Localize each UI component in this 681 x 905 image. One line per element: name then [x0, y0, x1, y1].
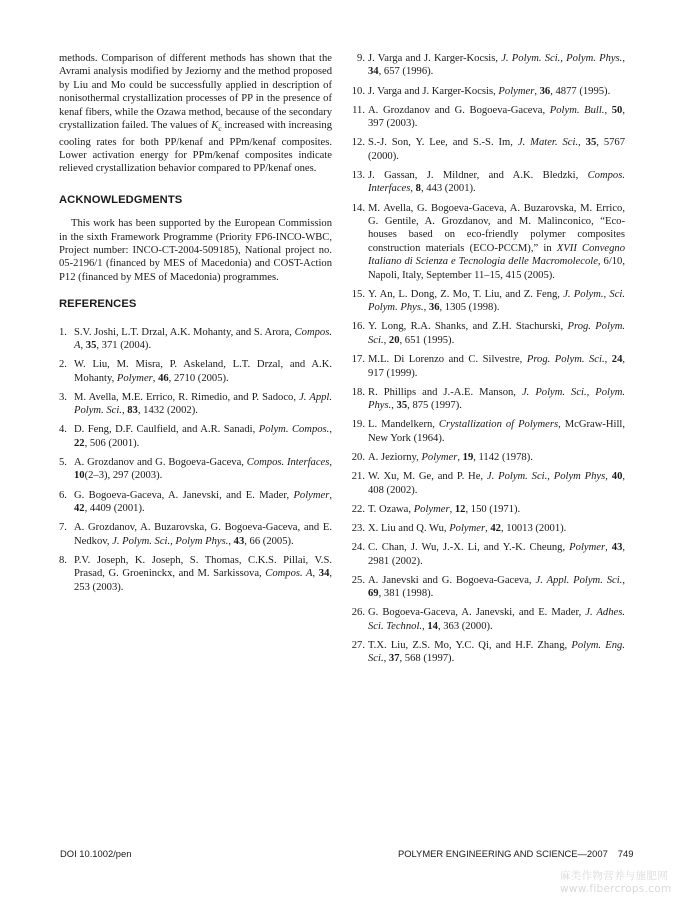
reference-volume: 34: [318, 568, 330, 580]
reference-journal: Polymer: [116, 372, 153, 384]
reference-text: [368, 137, 625, 161]
right-column: [351, 52, 625, 672]
watermark: 麻类作物营养与施肥网 www.fibercrops.com: [560, 870, 672, 895]
reference-segment: M. Avella, M.E. Errico, R. Rimedio, and P. Sadoco,: [74, 391, 300, 403]
kc-symbol: K: [211, 120, 219, 132]
reference-number: 3.: [59, 391, 67, 403]
reference-number: 14.: [351, 202, 365, 214]
reference-segment: , 10013 (2001).: [500, 522, 567, 534]
reference-text: [74, 359, 332, 383]
doi-footer: DOI 10.1002/pen: [60, 848, 132, 859]
reference-journal: Compos. Interfaces: [368, 170, 625, 195]
reference-number: 11.: [352, 104, 365, 116]
reference-segment: , 2981 (2002).: [368, 542, 626, 567]
reference-segment: , 363 (2000).: [437, 620, 493, 632]
reference-segment: , 150 (1971).: [465, 503, 521, 515]
reference-segment: ,: [329, 489, 332, 501]
reference-number: 5.: [59, 457, 67, 469]
reference-volume: 40: [611, 471, 623, 483]
reference-segment: ,: [383, 653, 389, 665]
reference-text: [368, 321, 625, 345]
reference-text: [74, 490, 332, 514]
reference-journal: J. Adhes. Sci. Technol.: [368, 607, 625, 632]
reference-item: [351, 606, 625, 633]
reference-number: 9.: [357, 53, 365, 64]
intro-paragraph: [59, 52, 332, 176]
reference-number: 10.: [351, 85, 365, 97]
reference-volume: 10: [74, 470, 85, 482]
reference-segment: L. Mandelkern,: [368, 419, 439, 431]
reference-volume: 24: [611, 354, 623, 366]
reference-segment: J. Varga and J. Karger-Kocsis,: [368, 53, 502, 64]
reference-item: [351, 386, 625, 413]
reference-number: 26.: [351, 607, 365, 619]
reference-item: [59, 489, 332, 516]
reference-segment: , 408 (2002).: [368, 471, 626, 496]
reference-number: 12.: [351, 137, 365, 149]
reference-text: [74, 555, 332, 593]
reference-number: 15.: [351, 288, 365, 300]
reference-journal: Prog. Polym. Sci.: [368, 321, 625, 346]
reference-item: [351, 503, 625, 516]
reference-volume: 37: [388, 653, 400, 665]
reference-number: 25.: [351, 574, 365, 586]
reference-segment: , 568 (1997).: [399, 653, 455, 665]
reference-number: 7.: [59, 522, 67, 534]
reference-number: 13.: [351, 170, 365, 182]
reference-number: 17.: [351, 354, 365, 366]
reference-segment: , 2710 (2005).: [168, 372, 229, 384]
reference-item: [351, 85, 625, 98]
reference-segment: , 381 (1998).: [378, 588, 434, 600]
reference-text: [74, 392, 332, 416]
reference-volume: 42: [490, 522, 501, 534]
reference-segment: ,: [329, 424, 332, 436]
reference-segment: ,: [80, 340, 86, 352]
reference-segment: G. Bogoeva-Gaceva, A. Janevski, and E. Mader,: [74, 489, 294, 501]
reference-text: [74, 457, 332, 481]
reference-number: 16.: [351, 321, 365, 333]
acknowledgments-text: This work has been supported by the European Commission in the sixth Framework Programme (Priority FP6-INCO-WBC, Project number: INCO-CT-2004-509185), National project no. 05-2196/1 (financed by MES of Macedonia) and COST-Action P12 (financed by MES of Macedonia) programmes.: [59, 218, 332, 283]
reference-segment: ,: [152, 372, 159, 384]
reference-number: 22.: [351, 503, 365, 515]
reference-volume: 19: [462, 451, 474, 463]
reference-text: [74, 522, 332, 546]
reference-segment: ,: [622, 574, 625, 586]
reference-segment: ,: [604, 354, 612, 366]
reference-journal: J. Polym., Sci. Polym. Phys.: [368, 288, 625, 314]
reference-text: [368, 53, 625, 77]
reference-segment: , 253 (2003).: [74, 568, 333, 593]
reference-volume: 34: [368, 66, 379, 78]
reference-journal: Polymer: [293, 489, 330, 501]
reference-segment: J. Gassan, J. Mildner, and A.K. Bledzki,: [368, 170, 588, 182]
reference-journal: Compos. Interfaces: [246, 457, 330, 469]
reference-segment: , 875 (1997).: [407, 400, 462, 412]
reference-journal: J. Polym. Sci., Polym Phys.: [112, 535, 229, 547]
reference-segment: ,: [622, 53, 625, 64]
reference-segment: ,: [605, 471, 612, 483]
reference-item: [351, 470, 625, 497]
reference-volume: 8: [415, 183, 421, 195]
reference-segment: ,: [383, 334, 389, 346]
reference-volume: 22: [74, 437, 85, 449]
intro-text-start: methods. Comparison of different methods has shown that the Avrami analysis modified by Jeziorny and the method proposed by Liu and Mo could be successfully applied in description of nonisothermal crystallization processes of PP in the presence of kenaf fibers, while the Ozawa method, because of the secondary crystallization failed. The values of: [59, 53, 332, 132]
reference-volume: 20: [388, 334, 400, 346]
reference-volume: 35: [85, 340, 97, 352]
reference-item: [351, 288, 625, 315]
reference-item: [351, 202, 625, 282]
reference-volume: 12: [454, 503, 466, 515]
reference-number: 23.: [351, 522, 365, 534]
reference-segment: , 443 (2001).: [420, 183, 476, 195]
acknowledgments-heading: ACKNOWLEDGMENTS: [59, 193, 183, 206]
reference-item: [351, 52, 625, 79]
kc-subscript: c: [218, 124, 222, 134]
reference-volume: 36: [428, 302, 440, 314]
reference-segment: C. Chan, J. Wu, J.-X. Li, and Y.-K. Cheung,: [368, 542, 570, 554]
reference-segment: ,: [578, 137, 586, 149]
reference-journal: J. Appl. Polym. Sci.: [535, 574, 623, 586]
reference-segment: ,: [605, 542, 612, 554]
reference-item: [59, 456, 332, 483]
reference-text: [368, 471, 625, 495]
reference-volume: 69: [368, 588, 379, 600]
reference-segment: , 4877 (1995).: [550, 85, 611, 97]
reference-text: [368, 354, 625, 378]
reference-text: [368, 640, 625, 664]
reference-number: 1.: [59, 326, 67, 338]
reference-segment: Y. An, L. Dong, Z. Mo, T. Liu, and Z. Feng,: [368, 288, 564, 300]
reference-number: 2.: [59, 359, 67, 371]
reference-segment: S.-J. Son, Y. Lee, and S.-S. Im,: [368, 137, 518, 149]
reference-segment: , 371 (2004).: [96, 340, 152, 352]
reference-segment: A. Grozdanov and G. Bogoeva-Gaceva,: [74, 457, 247, 469]
reference-segment: Y. Long, R.A. Shanks, and Z.H. Stachurski,: [368, 321, 568, 333]
reference-text: [368, 289, 625, 313]
reference-segment: ,: [423, 302, 429, 314]
reference-segment: X. Liu and Q. Wu,: [368, 522, 450, 534]
reference-item: [351, 541, 625, 568]
reference-item: [351, 136, 625, 163]
reference-item: [59, 326, 332, 353]
reference-segment: , 397 (2003).: [368, 104, 625, 130]
reference-segment: T. Ozawa,: [368, 503, 414, 515]
reference-segment: , 6/10, Napoli, Italy, September 11–15, 415 (2005).: [368, 256, 626, 281]
reference-journal: Polym. Compos.: [258, 424, 330, 436]
reference-number: 20.: [351, 451, 365, 463]
page-number: 749: [617, 848, 634, 859]
reference-segment: G. Bogoeva-Gaceva, A. Janevski, and E. Mader,: [368, 607, 586, 619]
references-heading: REFERENCES: [59, 298, 137, 311]
reference-volume: 35: [396, 400, 408, 412]
reference-volume: 35: [585, 137, 597, 149]
reference-text: [74, 327, 332, 351]
reference-item: [351, 574, 625, 601]
reference-journal: J. Polym. Sci., Polym Phys: [486, 471, 606, 483]
reference-item: [351, 522, 625, 535]
reference-number: 19.: [351, 419, 365, 431]
reference-text: [368, 575, 625, 599]
reference-item: [59, 391, 332, 418]
reference-segment: , 4409 (2001).: [84, 503, 145, 515]
reference-volume: 43: [233, 535, 245, 547]
reference-journal: Compos. A: [265, 568, 313, 580]
reference-text: [368, 523, 566, 534]
reference-segment: A. Grozdanov and G. Bogoeva-Gaceva,: [368, 104, 550, 116]
reference-item: [351, 451, 625, 464]
reference-segment: , 1142 (1978).: [473, 451, 533, 463]
reference-segment: J. Varga and J. Karger-Kocsis,: [368, 85, 499, 97]
reference-segment: P.V. Joseph, K. Joseph, S. Thomas, C.K.S. Pillai, V.S. Prasad, G. Groeninckx, and M. Sarkissova,: [74, 554, 332, 580]
reference-journal: Polymer: [449, 522, 486, 534]
reference-item: [351, 169, 625, 196]
reference-text: [74, 424, 332, 448]
reference-text: [368, 170, 625, 194]
reference-volume: 43: [611, 542, 623, 554]
reference-segment: (2–3), 297 (2003).: [84, 470, 163, 482]
reference-volume: 50: [611, 104, 623, 116]
reference-segment: ,: [228, 535, 234, 547]
reference-number: 27.: [351, 639, 365, 651]
reference-segment: W. Xu, M. Ge, and P. He,: [368, 471, 487, 483]
reference-volume: 42: [74, 503, 85, 515]
left-column: [59, 52, 332, 600]
reference-journal: Crystallization of Polymers: [438, 419, 559, 431]
reference-item: [351, 418, 625, 445]
reference-text: [368, 504, 520, 515]
reference-segment: ,: [604, 104, 612, 116]
reference-item: [59, 554, 332, 594]
reference-text: [368, 86, 610, 97]
reference-list-left: [59, 326, 332, 594]
reference-journal: Polym. Bull.: [549, 104, 605, 116]
reference-segment: T.X. Liu, Z.S. Mo, Y.C. Qi, and H.F. Zhang,: [368, 639, 572, 651]
reference-volume: 36: [539, 85, 551, 97]
reference-journal: Compos. A: [74, 326, 332, 352]
reference-text: [368, 203, 625, 281]
reference-segment: A. Janevski and G. Bogoeva-Gaceva,: [368, 574, 536, 586]
reference-journal: Polymer: [421, 451, 458, 463]
reference-journal: Polymer: [413, 503, 450, 515]
reference-volume: 14: [427, 620, 438, 632]
reference-number: 24.: [351, 542, 365, 554]
reference-volume: 83: [127, 405, 138, 417]
reference-number: 8.: [59, 554, 67, 566]
reference-segment: ,: [449, 503, 455, 515]
reference-journal: J. Appl. Polym. Sci.: [74, 391, 333, 417]
reference-segment: , 66 (2005).: [244, 535, 294, 547]
reference-number: 21.: [351, 471, 365, 483]
intro-text-end: increased with increasing cooling rates for both PP/kenaf and PPm/kenaf composites. Lower activation energy for PPm/kenaf composites indicate relieved crystallization behavior compared to PP/kenaf ones.: [59, 120, 332, 175]
reference-volume: 46: [158, 372, 169, 384]
reference-text: [368, 452, 533, 463]
reference-journal: Polym. Eng. Sci.: [368, 639, 625, 665]
reference-segment: , 5767 (2000).: [368, 137, 626, 162]
reference-journal: J. Polym. Sci., Polym. Phys.: [501, 53, 623, 64]
reference-segment: ,: [121, 405, 128, 417]
reference-segment: ,: [410, 183, 416, 195]
reference-segment: A. Jeziorny,: [368, 451, 422, 463]
reference-segment: ,: [391, 400, 397, 412]
reference-segment: , 506 (2001).: [84, 437, 140, 449]
reference-segment: , McGraw-Hill, New York (1964).: [368, 419, 626, 444]
reference-segment: ,: [312, 568, 319, 580]
reference-segment: M.L. Di Lorenzo and C. Silvestre,: [368, 354, 527, 366]
reference-text: [368, 542, 625, 566]
reference-segment: , 1305 (1998).: [439, 302, 500, 314]
reference-segment: A. Grozdanov, A. Buzarovska, G. Bogoeva-Gaceva, and E. Nedkov,: [74, 522, 332, 547]
journal-name: POLYMER ENGINEERING AND SCIENCE—2007: [398, 848, 608, 859]
reference-item: [59, 423, 332, 450]
reference-text: [368, 607, 625, 631]
reference-item: [351, 320, 625, 347]
reference-segment: ,: [457, 451, 463, 463]
reference-journal: J. Mater. Sci.: [517, 137, 579, 149]
reference-segment: D. Feng, D.F. Caulfield, and A.R. Sanadi,: [74, 424, 259, 436]
reference-list-right: [351, 52, 625, 666]
reference-segment: R. Phillips and J.-A.E. Manson,: [368, 386, 522, 398]
reference-number: 4.: [59, 424, 67, 436]
reference-text: [368, 419, 625, 443]
reference-journal: XVII Convegno Italiano di Scienza e Tecnologia delle Macromolecole: [368, 242, 626, 268]
reference-journal: Prog. Polym. Sci.: [526, 354, 605, 366]
reference-journal: Polymer: [498, 85, 535, 97]
reference-segment: ,: [534, 85, 540, 97]
reference-segment: ,: [485, 522, 491, 534]
reference-journal: J. Polym. Sci., Polym. Phys.: [368, 386, 625, 412]
reference-segment: , 1432 (2002).: [137, 405, 198, 417]
journal-footer: [398, 848, 633, 859]
reference-text: [368, 387, 625, 411]
reference-item: [59, 521, 332, 548]
reference-segment: S.V. Joshi, L.T. Drzal, A.K. Mohanty, and S. Arora,: [74, 326, 295, 338]
reference-segment: , 651 (1995).: [399, 334, 455, 346]
reference-number: 6.: [59, 489, 67, 501]
reference-number: 18.: [351, 386, 365, 398]
reference-segment: M. Avella, G. Bogoeva-Gaceva, A. Buzarovska, M. Errico, G. Gentile, A. Grozdanov, and M. Malinconico, “Eco-houses based on eco-friendly polymer composites construction materials (ECO-PCCM),” in: [368, 202, 625, 254]
reference-segment: , 657 (1996).: [378, 66, 434, 78]
reference-item: [351, 104, 625, 131]
reference-item: [351, 639, 625, 666]
reference-item: [351, 353, 625, 380]
reference-segment: , 917 (1999).: [368, 354, 626, 379]
reference-segment: ,: [422, 620, 428, 632]
reference-journal: Polymer: [569, 542, 606, 554]
reference-segment: W. Liu, M. Misra, P. Askeland, L.T. Drzal, and A.K. Mohanty,: [74, 359, 332, 384]
reference-text: [368, 105, 625, 129]
reference-segment: ,: [329, 457, 333, 469]
reference-item: [59, 358, 332, 385]
